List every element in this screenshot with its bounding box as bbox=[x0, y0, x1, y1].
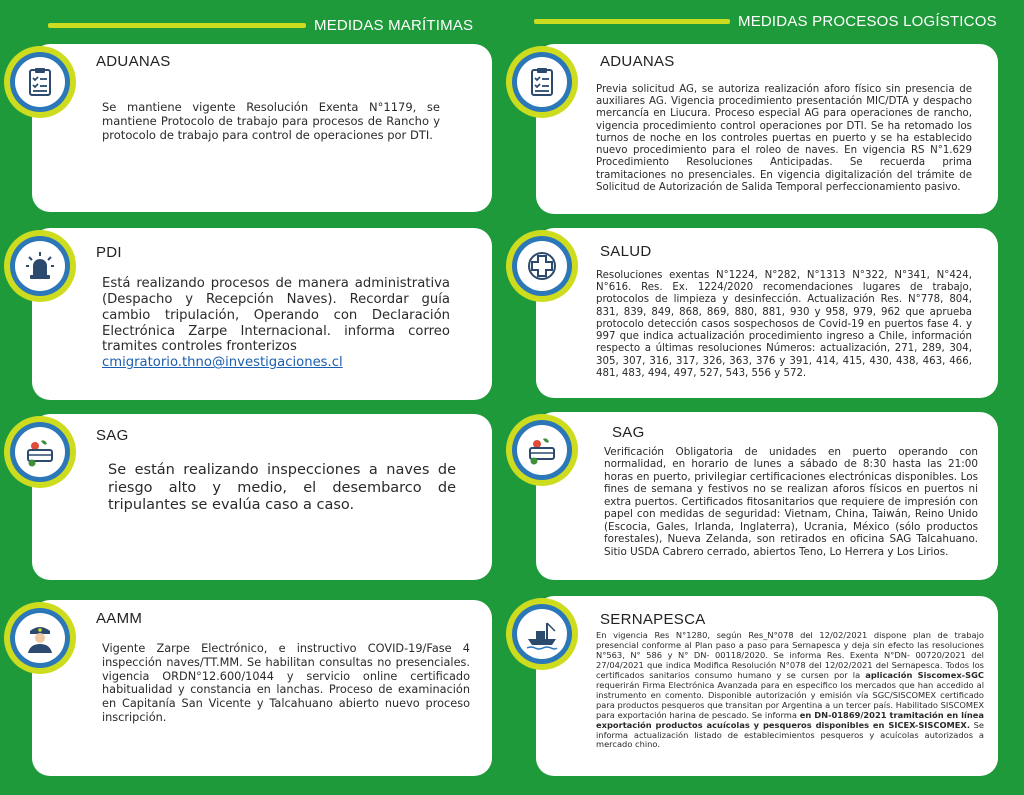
logistics-aduanas-text: Previa solicitud AG, se autoriza realización aforo físico sin presencia de auxiliares AG. Vigencia procedimiento presentación MIC/DTA y despacho mercancía en Liucura. Proceso especial AG para operaciones de rancho, vigencia procedimiento control operaciones por DTI. Se ha retomado los turnos de noche en los controles puertas en puerto y se ha establecido nuevo procedimiento para el roleo de naves. En vigencia RS N°1.629 Procedimiento Resoluciones Anticipadas. Se recuerda prima tramitaciones no presenciales. En vigencia digitalización del trámite de Solicitud de Autorización de Salida Temporal perfeccionamiento pasivo. bbox=[596, 84, 972, 193]
navy-officer-icon bbox=[23, 621, 57, 655]
logistics-sag-text: Verificación Obligatoria de unidades en puerto operando con normalidad, en horario de lunes a sábado de 8:30 hasta las 21:00 horas en puerto, privilegiar certificaciones electrónicas disponibles. Los fines de semana y festivos no se realizan aforos físicos en puertos ni extra puertos. Certificados fitosanitarios que requiere de impresión con papel con medidas de seguridad: Vietnam, China, Taiwán, Reino Unido (Escocia, Gales, Irlanda, Inglaterra), Ucrania, México (sólo productos forestales), Nueva Zelanda, son retirados en oficina SAG Talcahuano. Sitio USDA Cabrero cerrado, abiertos Teno, Lo Herrera y Los Lirios. bbox=[604, 446, 978, 558]
logistics-aduanas-title: ADUANAS bbox=[600, 53, 675, 70]
salud-title: SALUD bbox=[600, 243, 652, 260]
sernapesca-text-3: Se informa actualización listado de establecimientos pesqueros y acuícolas autorizados a mercado chino. bbox=[596, 719, 984, 750]
clipboard-checklist-icon bbox=[525, 65, 559, 99]
produce-basket-icon bbox=[23, 435, 57, 469]
logistics-aduanas-badge bbox=[506, 46, 578, 118]
sernapesca-bold-2: en DN-01869/2021 tramitación en línea exportación productos acuícolas y pesqueros disponibles en SICEX-SISCOMEX. bbox=[596, 709, 984, 730]
header-accent-bar bbox=[48, 23, 306, 28]
maritime-aduanas-text: Se mantiene vigente Resolución Exenta N°1179, se mantiene Protocolo de trabajo para procesos de Rancho y protocolo de trabajo para control de operaciones por DTI. bbox=[102, 100, 440, 143]
pdi-body: Está realizando procesos de manera administrativa (Despacho y Recepción Naves). Recordar guía cambio tripulación, Operando con Declaración Electrónica Zarpe Internacional. informa correo tramites controles fronterizos bbox=[102, 276, 450, 355]
siren-icon bbox=[23, 249, 57, 283]
logistics-sag-badge bbox=[506, 414, 578, 486]
fishing-vessel-icon bbox=[525, 617, 559, 651]
pdi-text bbox=[102, 276, 450, 371]
logistics-header bbox=[534, 10, 997, 32]
aamm-title: AAMM bbox=[96, 610, 143, 627]
pdi-badge bbox=[4, 230, 76, 302]
sernapesca-title: SERNAPESCA bbox=[600, 611, 706, 628]
sernapesca-text-2: requerirán Firma Electrónica Avanzada para en especifico los mercados que han accedido al instrumento en comento. Disponible autorización y emisión vía SGC/SISCOMEX certificado para productos pesqueros que transitan por Argentina a un tercer país. Habilitado SISCOMEX para exportación harina de pescado. Se informa bbox=[596, 679, 984, 720]
produce-basket-icon bbox=[525, 433, 559, 467]
sernapesca-bold-1: aplicación Siscomex-SGC bbox=[865, 669, 984, 680]
salud-badge bbox=[506, 230, 578, 302]
header-accent-bar bbox=[534, 19, 730, 24]
pdi-email-link[interactable]: cmigratorio.thno@investigaciones.cl bbox=[102, 355, 343, 371]
maritime-sag-badge bbox=[4, 416, 76, 488]
maritime-aduanas-title: ADUANAS bbox=[96, 53, 171, 70]
aamm-badge bbox=[4, 602, 76, 674]
maritime-header-title: MEDIDAS MARÍTIMAS bbox=[314, 16, 474, 34]
sernapesca-text-1: En vigencia Res N°1280, según Res_N°078 del 12/02/2021 dispone plan de trabajo presencial conforme al Plan paso a paso para Sernapesca y deja sin efecto las resoluciones N°563, N° 586 y N° DN- 00118/2020. Se informa Res. Exenta N°DN- 00720/2021 del 27/04/2021 que indica Modifica Resolución N°078 del 12/02/2021 del Sernapesca. Todos los certificados sanitarios consumo humano y se cursen por la bbox=[596, 630, 984, 680]
logistics-sag-title: SAG bbox=[612, 424, 645, 441]
clipboard-checklist-icon bbox=[23, 65, 57, 99]
pdi-title: PDI bbox=[96, 244, 122, 261]
medical-cross-icon bbox=[525, 249, 559, 283]
maritime-aduanas-badge bbox=[4, 46, 76, 118]
maritime-header bbox=[48, 14, 473, 36]
salud-text: Resoluciones exentas N°1224, N°282, N°1313 N°322, N°341, N°424, N°616. Res. Ex. 1224/2020 recomendaciones lugares de trabajo, protocolos de limpieza y desinfección. Actualización Res. N°778, 804, 831, 839, 849, 868, 869, 880, 881, 930 y 958, 979, 962 que aprueba protocolo detección casos sospechosos de Covid-19 en puertos fase 4. y 997 que indica actualización procedimiento ingreso a Chile, información respecto a últimas resoluciones Números: actualización, 271, 289, 304, 305, 307, 316, 317, 326, 363, 376 y 391, 414, 415, 430, 438, 463, 466, 481, 483, 494, 497, 527, 543, 556 y 572. bbox=[596, 270, 972, 379]
maritime-sag-text: Se están realizando inspecciones a naves de riesgo alto y medio, el desembarco de tripulantes se evalúa caso a caso. bbox=[108, 462, 456, 514]
logistics-header-title: MEDIDAS PROCESOS LOGÍSTICOS bbox=[738, 12, 997, 30]
maritime-sag-title: SAG bbox=[96, 427, 129, 444]
sernapesca-text bbox=[596, 631, 984, 750]
aamm-text: Vigente Zarpe Electrónico, e instructivo COVID-19/Fase 4 inspección naves/TT.MM. Se habilitan consultas no presenciales. vigencia ORDN°12.600/1044 y servicio online certificado habitualidad y constancia en lanchas. Proceso de examinación en Capitanía San Vicente y Talcahuano abierto nuevo proceso inscripción. bbox=[102, 642, 470, 724]
sernapesca-badge bbox=[506, 598, 578, 670]
